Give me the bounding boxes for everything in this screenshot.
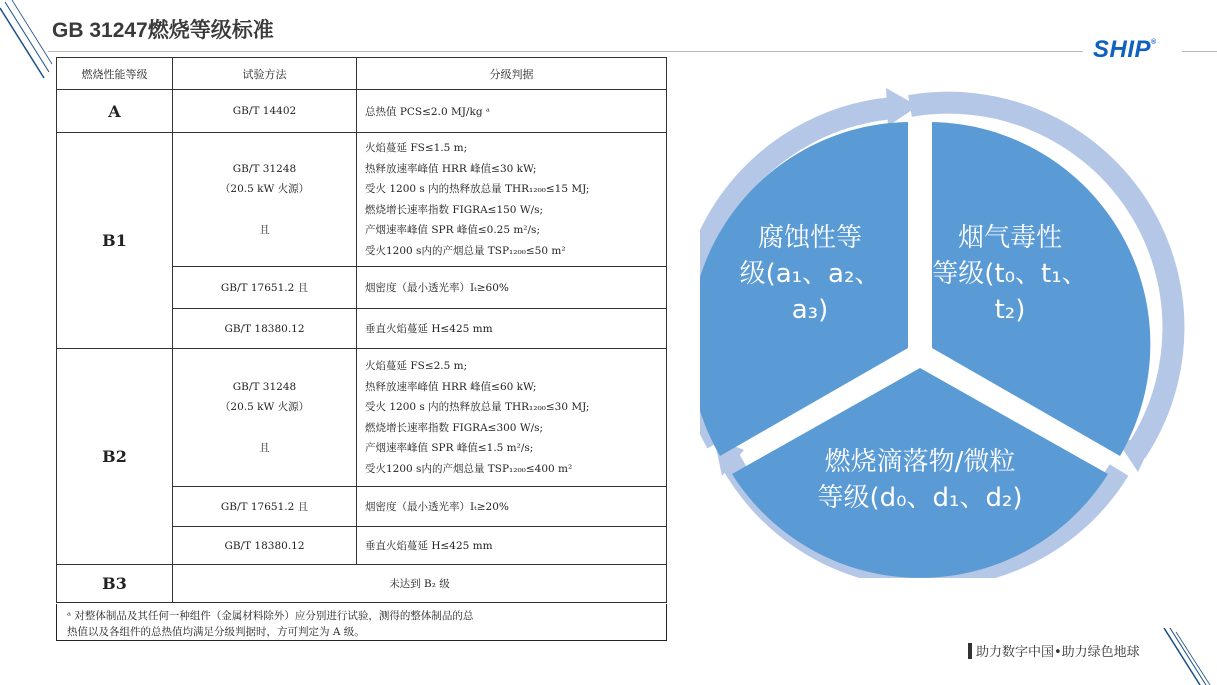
table-footnote bbox=[56, 604, 667, 641]
table-row bbox=[57, 349, 667, 487]
company-logo bbox=[1093, 36, 1157, 64]
footer-slogan bbox=[968, 641, 1140, 660]
table-row bbox=[57, 90, 667, 133]
segment-label-smoke-toxicity bbox=[925, 220, 1095, 328]
method-cell: GB/T 18380.12 bbox=[173, 527, 357, 565]
criteria-line: 火焰蔓延 FS≤1.5 m; bbox=[365, 142, 468, 154]
logo-mark: ® bbox=[1151, 39, 1157, 46]
method-line bbox=[173, 418, 356, 439]
grade-cell: A bbox=[57, 90, 173, 133]
table-row bbox=[57, 133, 667, 267]
grade-cell: B3 bbox=[57, 565, 173, 603]
footer-bar bbox=[968, 643, 972, 659]
segment-line: 烟气毒性 bbox=[957, 223, 1062, 253]
method-line: GB/T 31248 bbox=[232, 162, 297, 175]
criteria-line: 火焰蔓延 FS≤2.5 m; bbox=[365, 360, 468, 372]
footer-text: 助力数字中国•助力绿色地球 bbox=[976, 645, 1140, 660]
segment-line: t₂) bbox=[994, 295, 1026, 325]
criteria-cell: 垂直火焰蔓延 H≤425 mm bbox=[357, 527, 667, 565]
footnote-line: 热值以及各组件的总热值均满足分级判据时，方可判定为 A 级。 bbox=[67, 626, 365, 638]
criteria-line: 受火 1200 s 内的热释放总量 THR₁₂₀₀≤15 MJ; bbox=[365, 183, 590, 195]
logo-text: SHIP bbox=[1093, 36, 1152, 63]
arrow-head bbox=[886, 88, 918, 126]
criteria-cell bbox=[357, 133, 667, 267]
method-cell: GB/T 18380.12 bbox=[173, 309, 357, 349]
grade-cell: B2 bbox=[57, 349, 173, 565]
corner-decoration bbox=[1150, 628, 1217, 685]
criteria-line: 受火1200 s内的产烟总量 TSP₁₂₀₀≤50 m² bbox=[365, 244, 566, 257]
criteria-cell: 总热值 PCS≤2.0 MJ/kg ᵃ bbox=[357, 90, 667, 133]
grade-cell: B1 bbox=[57, 133, 173, 349]
segment-line: 级(a₁、a₂、 bbox=[739, 259, 881, 289]
criteria-cell: 未达到 B₂ 级 bbox=[173, 565, 667, 603]
method-line: GB/T 31248 bbox=[232, 380, 297, 393]
criteria-line: 热释放速率峰值 HRR 峰值≤60 kW; bbox=[365, 380, 537, 393]
header-divider bbox=[48, 51, 1083, 52]
method-line bbox=[173, 200, 356, 221]
column-header: 燃烧性能等级 bbox=[57, 58, 173, 90]
grade-table bbox=[56, 57, 667, 603]
method-line: 且 bbox=[259, 442, 270, 454]
criteria-line: 燃烧增长速率指数 FIGRA≤300 W/s; bbox=[365, 421, 544, 434]
column-header: 试验方法 bbox=[173, 58, 357, 90]
segment-label-droplets bbox=[780, 444, 1060, 516]
table-header-row bbox=[57, 58, 667, 90]
method-cell: GB/T 17651.2 且 bbox=[173, 267, 357, 309]
criteria-line: 燃烧增长速率指数 FIGRA≤150 W/s; bbox=[365, 203, 544, 216]
table-row bbox=[57, 565, 667, 603]
method-line: 且 bbox=[259, 224, 270, 236]
segment-line: 腐蚀性等 bbox=[757, 223, 862, 253]
method-cell bbox=[173, 133, 357, 267]
segment-line: a₃) bbox=[791, 295, 829, 325]
method-line: （20.5 kW 火源） bbox=[219, 183, 310, 195]
method-cell: GB/T 17651.2 且 bbox=[173, 487, 357, 527]
method-cell: GB/T 14402 bbox=[173, 90, 357, 133]
column-header: 分级判据 bbox=[357, 58, 667, 90]
page-title: GB 31247燃烧等级标准 bbox=[52, 19, 274, 42]
header-divider bbox=[1182, 51, 1217, 52]
segment-line: 等级(d₀、d₁、d₂) bbox=[817, 483, 1023, 513]
criteria-cell: 垂直火焰蔓延 H≤425 mm bbox=[357, 309, 667, 349]
segment-line: 等级(t₀、t₁、 bbox=[932, 259, 1088, 289]
criteria-cell bbox=[357, 349, 667, 487]
segment-line: 燃烧滴落物/微粒 bbox=[824, 447, 1016, 477]
criteria-line: 受火1200 s内的产烟总量 TSP₁₂₀₀≤400 m² bbox=[365, 462, 573, 475]
criteria-cell: 烟密度（最小透光率）Iₜ≥20% bbox=[357, 487, 667, 527]
criteria-line: 产烟速率峰值 SPR 峰值≤1.5 m²/s; bbox=[365, 442, 534, 454]
segment-label-corrosion bbox=[730, 220, 890, 328]
criteria-line: 热释放速率峰值 HRR 峰值≤30 kW; bbox=[365, 162, 537, 175]
criteria-cell: 烟密度（最小透光率）Iₜ≥60% bbox=[357, 267, 667, 309]
method-cell bbox=[173, 349, 357, 487]
footnote-line: ᵃ 对整体制品及其任何一种组件（金属材料除外）应分别进行试验，测得的整体制品的总 bbox=[67, 610, 474, 622]
criteria-line: 受火 1200 s 内的热释放总量 THR₁₂₀₀≤30 MJ; bbox=[365, 401, 590, 413]
method-line: （20.5 kW 火源） bbox=[219, 401, 310, 413]
corner-decoration bbox=[0, 0, 60, 80]
criteria-line: 产烟速率峰值 SPR 峰值≤0.25 m²/s; bbox=[365, 224, 540, 236]
